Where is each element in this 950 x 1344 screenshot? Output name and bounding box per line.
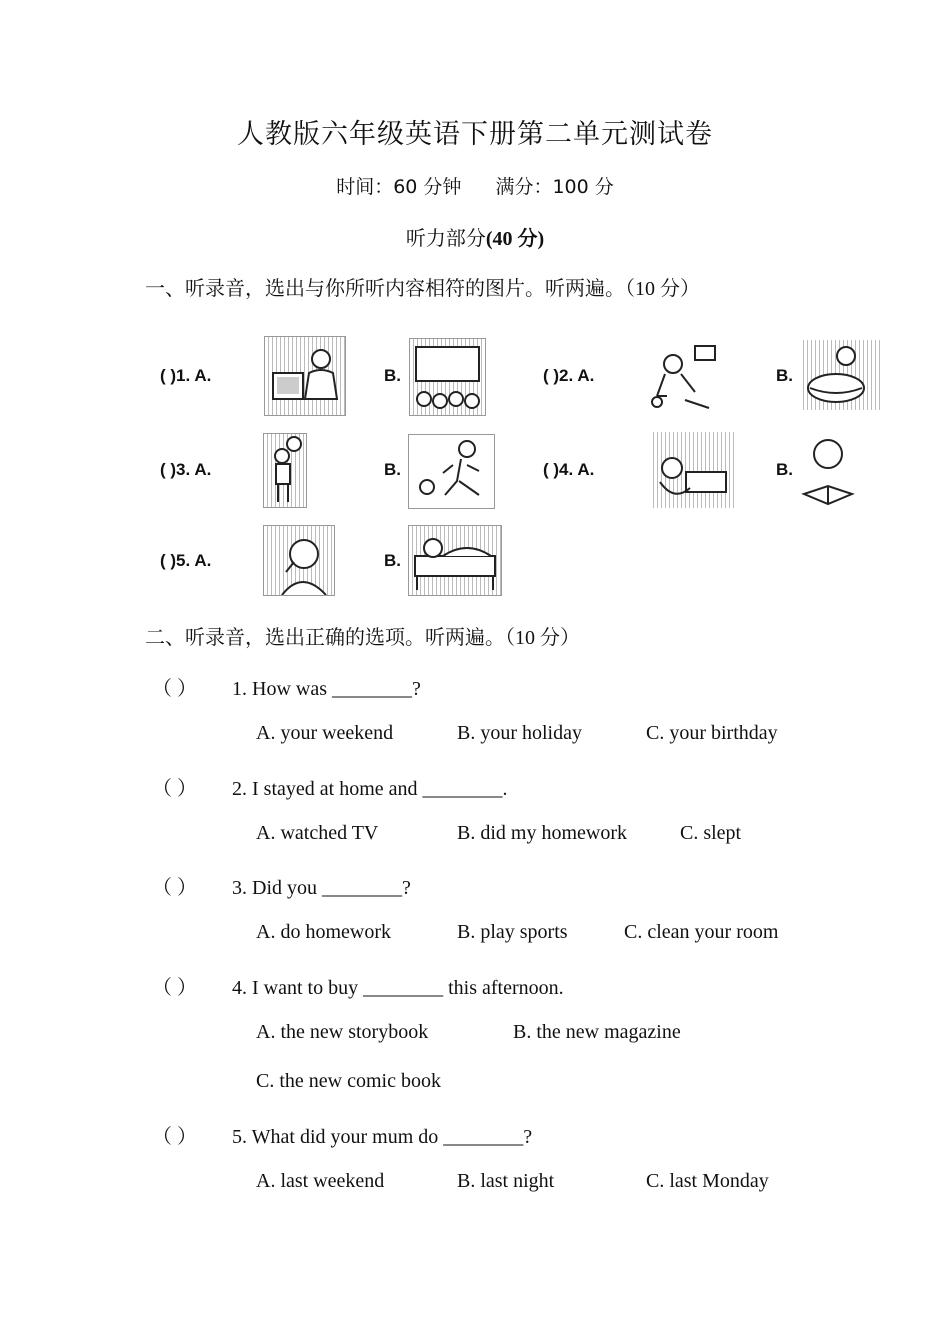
boy-watching-tv-icon[interactable] xyxy=(264,336,346,416)
option-a: A. do homework xyxy=(256,921,391,943)
option-c: C. clean your room xyxy=(624,921,779,943)
time-label: 时间：60 分钟 xyxy=(336,176,462,198)
option-b: B. the new magazine xyxy=(513,1021,681,1043)
answer-blank[interactable]: （ ） xyxy=(152,977,197,999)
person-sleeping-in-bed-icon[interactable] xyxy=(408,525,502,596)
page-title: 人教版六年级英语下册第二单元测试卷 xyxy=(237,119,713,149)
option-b-label: B. xyxy=(776,366,793,385)
question-number: ( )5. A. xyxy=(160,551,212,570)
option-c: C. last Monday xyxy=(646,1170,769,1192)
girl-washing-clothes-icon[interactable] xyxy=(800,340,880,410)
question-text: 1. How was ________? xyxy=(232,678,421,700)
answer-blank[interactable]: （ ） xyxy=(152,678,197,700)
old-man-sick-icon[interactable] xyxy=(263,525,335,596)
boy-playing-basketball-icon[interactable] xyxy=(263,433,307,508)
people-at-cinema-icon[interactable] xyxy=(409,338,486,416)
option-a: A. the new storybook xyxy=(256,1021,429,1043)
section2-heading: 二、听录音，选出正确的选项。听两遍。（10 分） xyxy=(145,627,580,649)
boy-doing-homework-icon[interactable] xyxy=(650,432,734,508)
question-text: 2. I stayed at home and ________. xyxy=(232,778,508,800)
question-number: ( )2. A. xyxy=(543,366,595,385)
part-score: (40 分) xyxy=(485,228,545,250)
option-c: C. your birthday xyxy=(646,722,778,744)
answer-blank[interactable]: （ ） xyxy=(152,1126,197,1148)
option-b-label: B. xyxy=(776,460,793,479)
boy-playing-football-icon[interactable] xyxy=(408,434,495,509)
question-1 xyxy=(152,672,421,701)
girl-cleaning-room-icon[interactable] xyxy=(645,340,721,410)
option-b: B. your holiday xyxy=(457,722,582,744)
question-text: 3. Did you ________? xyxy=(232,877,411,899)
question-3 xyxy=(152,871,411,900)
option-b-label: B. xyxy=(384,551,401,570)
question-number: ( )3. A. xyxy=(160,460,212,479)
answer-blank[interactable]: （ ） xyxy=(152,877,197,899)
question-number: ( )4. A. xyxy=(543,460,595,479)
part-label: 听力部分 xyxy=(405,228,486,250)
answer-blank[interactable]: （ ） xyxy=(152,778,197,800)
score-label: 满分：100 分 xyxy=(495,176,614,198)
question-4 xyxy=(152,971,564,1000)
option-c: C. the new comic book xyxy=(256,1070,441,1092)
option-c: C. slept xyxy=(680,822,742,844)
option-a: A. watched TV xyxy=(256,822,379,844)
question-2 xyxy=(152,772,508,801)
option-b-label: B. xyxy=(384,460,401,479)
section1-heading: 一、听录音，选出与你所听内容相符的图片。听两遍。（10 分） xyxy=(145,278,700,300)
question-5 xyxy=(152,1120,532,1149)
question-text: 4. I want to buy ________ this afternoon. xyxy=(232,977,564,999)
exam-info xyxy=(0,172,950,199)
question-text: 5. What did your mum do ________? xyxy=(232,1126,533,1148)
option-b-label: B. xyxy=(384,366,401,385)
option-a: A. last weekend xyxy=(256,1170,385,1192)
option-b: B. last night xyxy=(457,1170,555,1192)
option-a: A. your weekend xyxy=(256,722,394,744)
option-b: B. did my homework xyxy=(457,822,627,844)
boy-reading-book-icon[interactable] xyxy=(800,430,856,512)
question-number: ( )1. A. xyxy=(160,366,212,385)
option-b: B. play sports xyxy=(457,921,568,943)
part-heading xyxy=(0,222,950,251)
